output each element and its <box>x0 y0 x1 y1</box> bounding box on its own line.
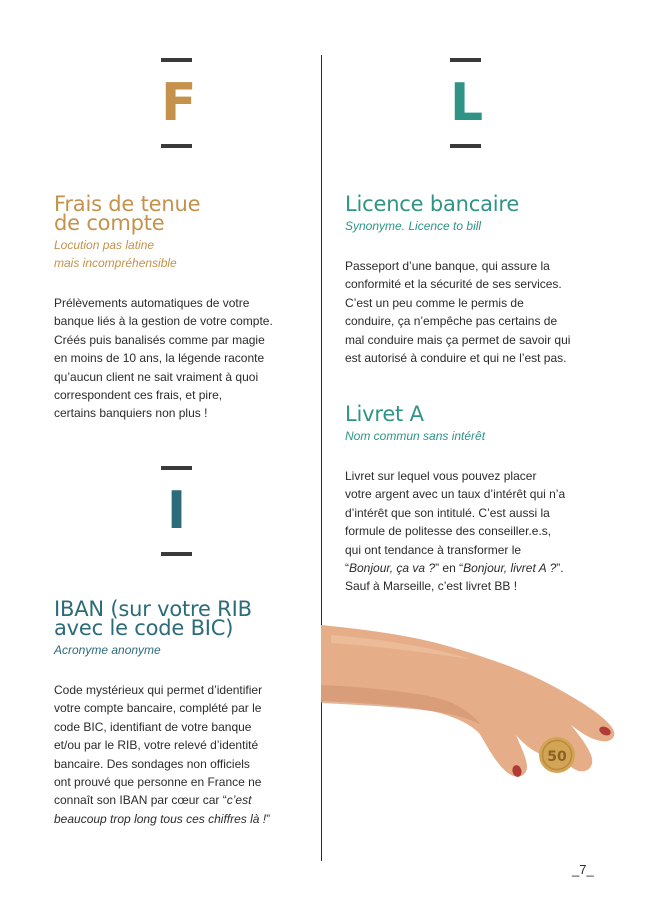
body-line: votre argent avec un taux d’intérêt qui n’a <box>345 487 566 502</box>
letter-i: I <box>166 481 187 541</box>
entry-frais-de-tenue <box>54 192 314 423</box>
body-line: bancaire. Des sondages non officiels <box>54 756 250 771</box>
body-line: correspondent ces frais, et pire, <box>54 388 223 403</box>
quote-mark: “ <box>345 561 349 576</box>
entry-subtitle: Nom commun sans intérêt <box>345 429 486 443</box>
entry-title <box>54 192 314 235</box>
entry-subtitle-line: mais incompréhensible <box>54 256 177 270</box>
entry-iban <box>54 597 314 828</box>
quote-text: beaucoup trop long tous ces chiffres là ! <box>54 811 267 826</box>
entry-licence-bancaire <box>345 192 605 367</box>
body-line: d’intérêt que son intitulé. C’est aussi la <box>345 505 550 520</box>
page-number: _7_ <box>572 862 594 877</box>
body-line: ont prouvé que personne en France ne <box>54 775 262 790</box>
letter-bar-bottom <box>450 144 481 148</box>
entry-title-line: IBAN (sur votre RIB <box>54 597 252 621</box>
coin-value: 50 <box>547 749 567 765</box>
letter-marker-f <box>161 58 201 148</box>
quote-mark: ” <box>266 811 271 826</box>
body-line: Livret sur lequel vous pouvez placer <box>345 469 537 483</box>
letter-bar-bottom <box>161 144 192 148</box>
entry-subtitle: Acronyme anonyme <box>54 643 161 657</box>
body-line: mal conduire mais ça permet de savoir qui <box>345 332 571 347</box>
quote-text: Bonjour, livret A ? <box>463 561 557 576</box>
body-line: et/ou par le RIB, votre relevé d’identité <box>54 738 259 753</box>
letter-bar-top <box>450 58 481 62</box>
quote-mark: ”. <box>556 561 564 576</box>
hand-coin-illustration <box>321 625 621 785</box>
entry-body <box>54 294 314 423</box>
body-line: votre compte bancaire, complété par le <box>54 701 262 716</box>
quote-text: c’est <box>226 793 252 808</box>
entry-subtitle <box>54 236 314 272</box>
entry-title: Licence bancaire <box>345 192 520 216</box>
letter-bar-bottom <box>161 552 192 556</box>
entry-title-line: de compte <box>54 211 165 235</box>
body-line: en moins de 10 ans, la légende raconte <box>54 351 265 366</box>
quote-connector: ” en “ <box>435 561 464 576</box>
entry-body <box>345 467 605 596</box>
entry-title <box>54 597 314 640</box>
body-line: conduire, ça n’empêche pas certains de <box>345 314 558 329</box>
body-line: conformité et la sécurité de ses services. <box>345 277 562 292</box>
body-line: connaît son IBAN par cœur car “ <box>54 793 227 808</box>
entry-subtitle-line: Locution pas latine <box>54 238 155 252</box>
body-line: qui ont tendance à transformer le <box>345 542 522 557</box>
body-line: est autorisé à conduire et qui ne l’est pas. <box>345 351 567 366</box>
entry-title-line: avec le code BIC) <box>54 616 234 640</box>
entry-body <box>54 681 314 828</box>
body-line: C’est un peu comme le permis de <box>345 295 524 310</box>
body-line: banque liés à la gestion de votre compte. <box>54 314 273 329</box>
quote-text: Bonjour, ça va ? <box>349 561 436 576</box>
entry-livret-a <box>345 402 605 596</box>
body-line: certains banquiers non plus ! <box>54 406 208 421</box>
letter-marker-l <box>450 58 490 148</box>
body-line: Créés puis banalisés comme par magie <box>54 332 265 347</box>
body-line: Passeport d’une banque, qui assure la <box>345 259 550 273</box>
entry-title-line: Frais de tenue <box>54 192 201 216</box>
letter-l: L <box>450 73 484 133</box>
body-line: code BIC, identifiant de votre banque <box>54 719 252 734</box>
body-line: formule de politesse des conseiller.e.s, <box>345 524 552 539</box>
body-line: Prélèvements automatiques de votre <box>54 296 250 310</box>
body-line: qu’aucun client ne sait vraiment à quoi <box>54 369 259 384</box>
entry-title: Livret A <box>345 402 424 426</box>
entry-subtitle: Synonyme. Licence to bill <box>345 219 482 233</box>
entry-body <box>345 257 605 367</box>
letter-marker-i <box>161 466 201 556</box>
body-line: Sauf à Marseille, c’est livret BB ! <box>345 579 518 594</box>
letter-f: F <box>161 73 197 133</box>
body-line: Code mystérieux qui permet d’identifier <box>54 683 263 697</box>
letter-bar-top <box>161 58 192 62</box>
letter-bar-top <box>161 466 192 470</box>
